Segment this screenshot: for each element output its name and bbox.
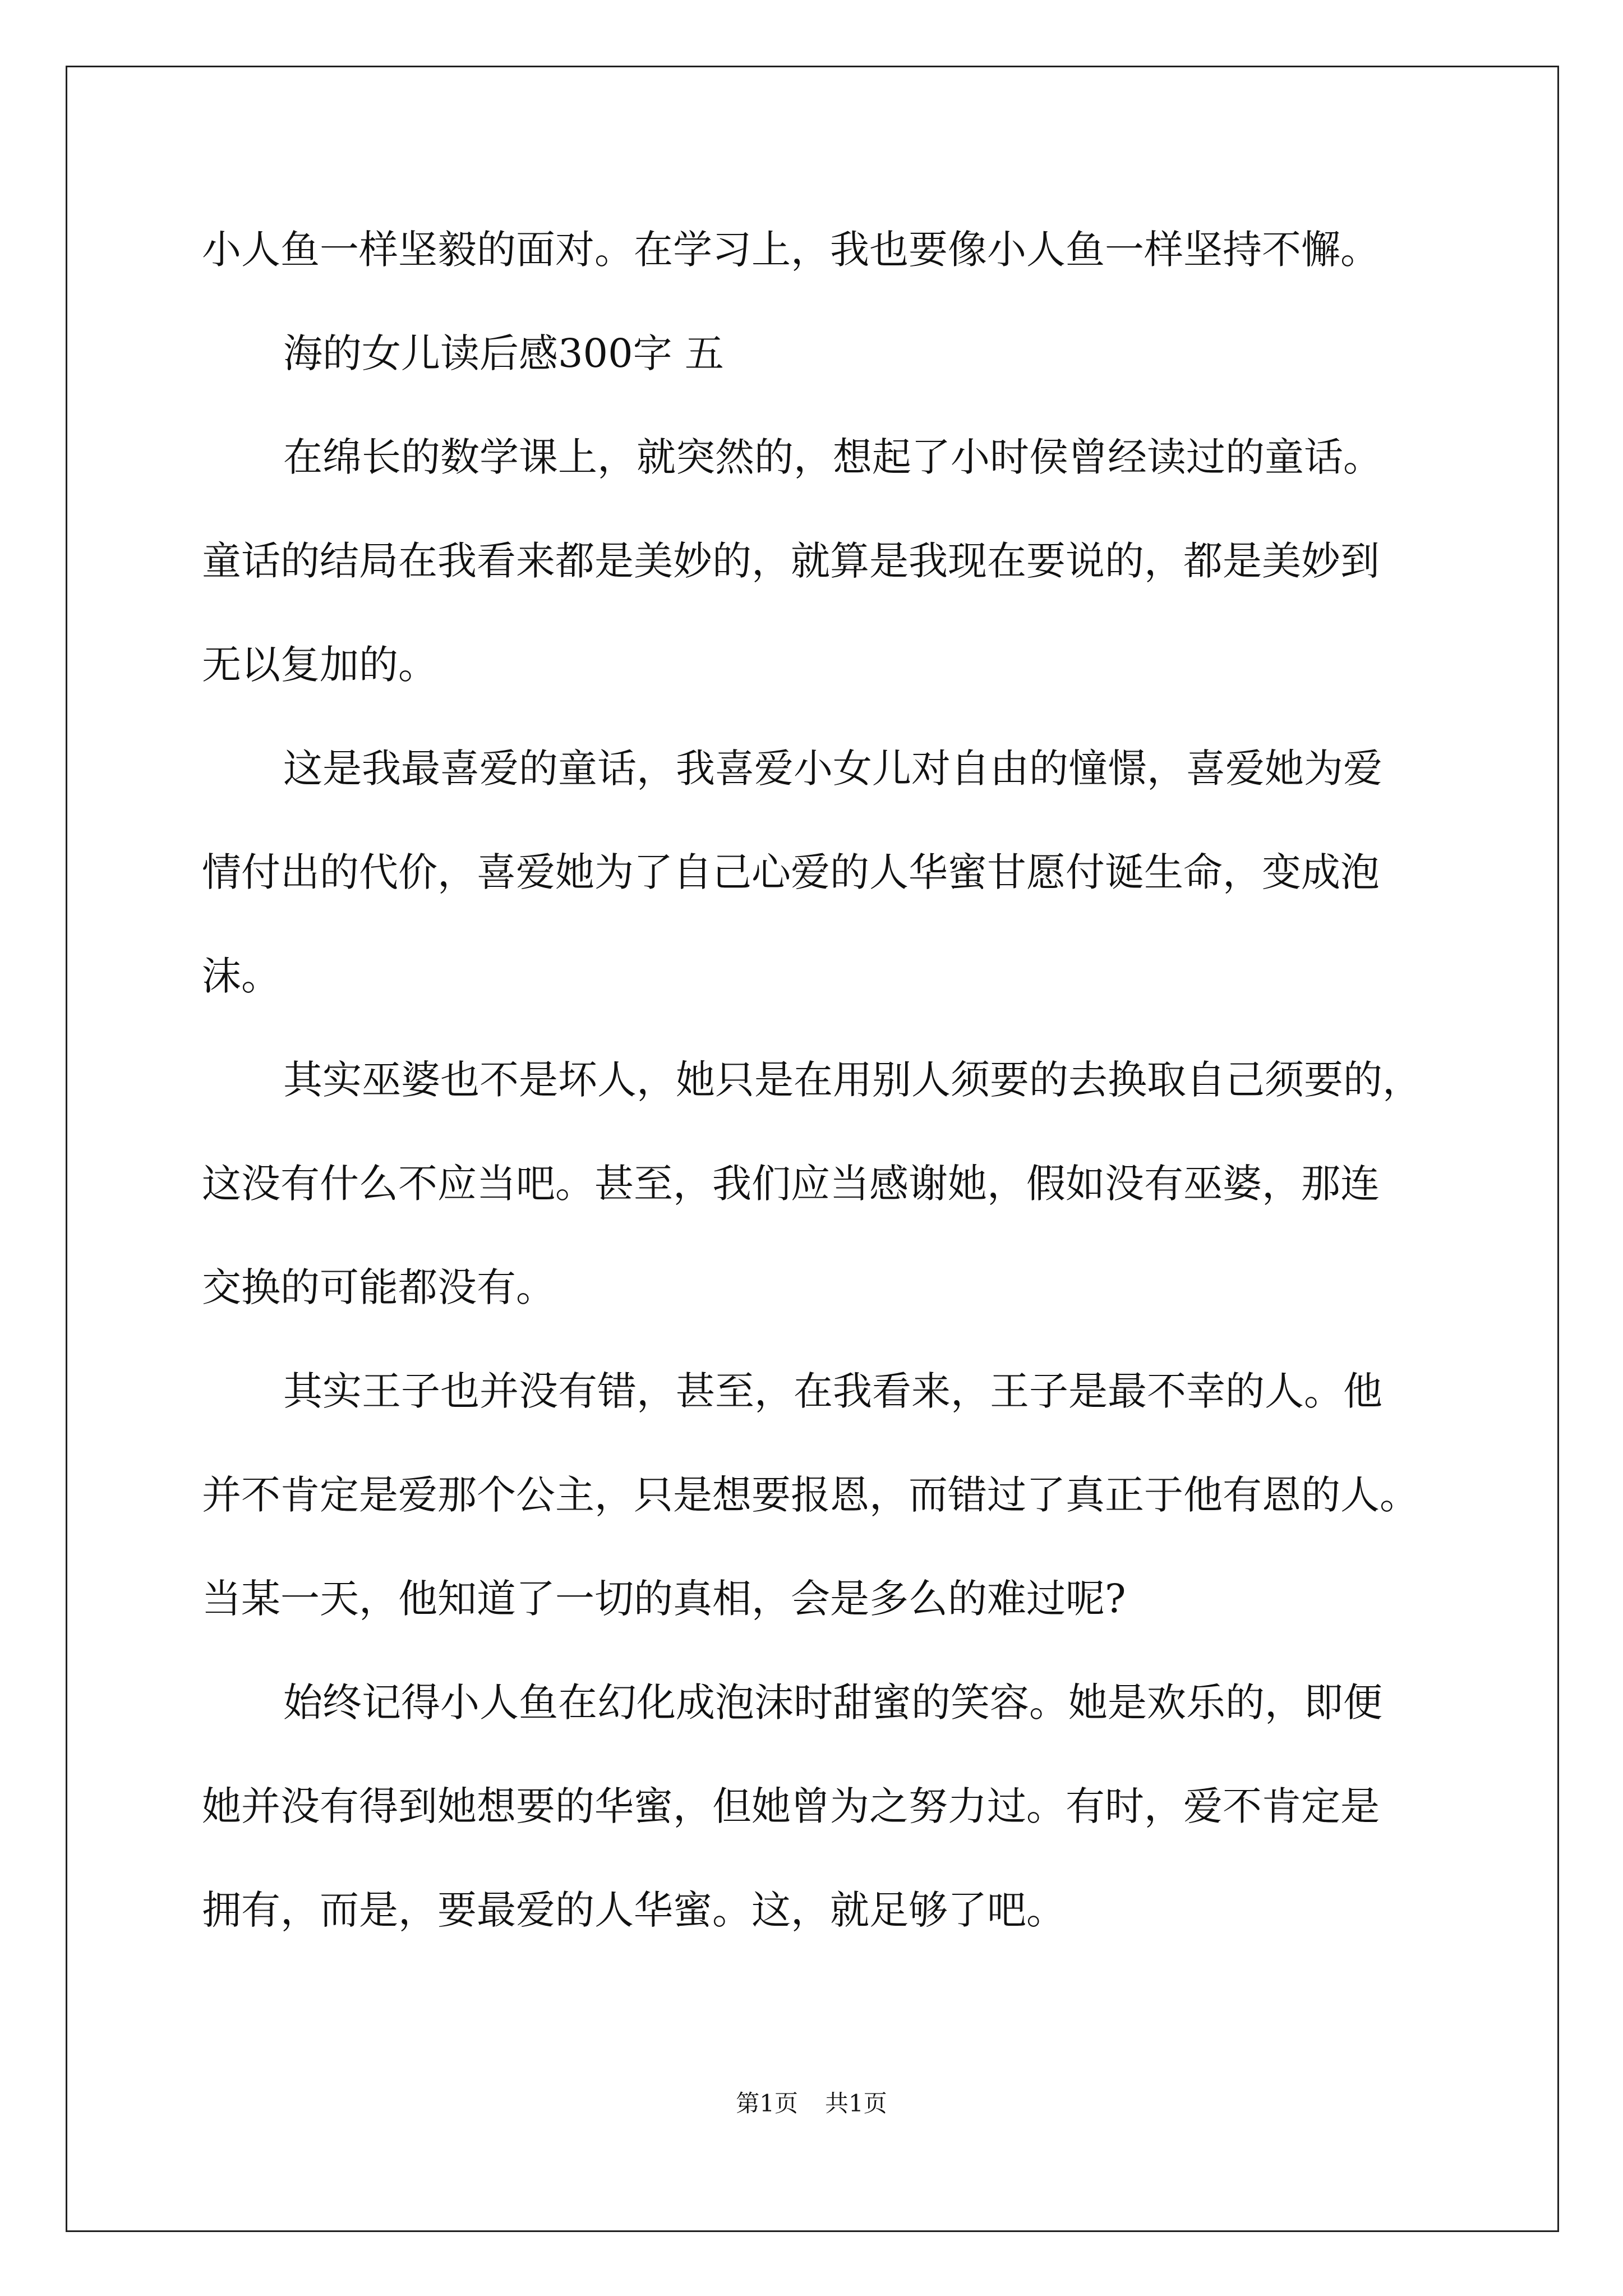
page-number-current: 第1页: [736, 2090, 798, 2117]
text-line-12: 其实王子也并没有错，甚至，在我看来，王子是最不幸的人。他: [283, 1368, 1382, 1414]
text-line-17: 拥有，而是，要最爱的人华蜜。这，就足够了吧。: [202, 1887, 1066, 1933]
text-line-14: 当某一天，他知道了一切的真相，会是多么的难过呢?: [202, 1576, 1126, 1622]
text-line-15: 始终记得小人鱼在幻化成泡沫时甜蜜的笑容。她是欢乐的，即便: [283, 1680, 1382, 1726]
text-line-11: 交换的可能都没有。: [202, 1264, 555, 1310]
text-line-4: 童话的结局在我看来都是美妙的，就算是我现在要说的，都是美妙到: [202, 538, 1380, 584]
text-line-13: 并不肯定是爱那个公主，只是想要报恩，而错过了真正于他有恩的人。: [202, 1472, 1419, 1518]
page-number-total: 共1页: [825, 2090, 887, 2117]
text-line-10: 这没有什么不应当吧。甚至，我们应当感谢她，假如没有巫婆，那连: [202, 1161, 1380, 1207]
page-footer: [0, 2088, 1623, 2119]
text-line-7: 情付出的代价，喜爱她为了自己心爱的人华蜜甘愿付诞生命，变成泡: [202, 849, 1380, 895]
text-line-1: 小人鱼一样坚毅的面对。在学习上，我也要像小人鱼一样坚持不懈。: [202, 227, 1380, 273]
text-line-8: 沫。: [202, 953, 280, 999]
text-line-3: 在绵长的数学课上，就突然的，想起了小时侯曾经读过的童话。: [283, 434, 1382, 480]
text-line-16: 她并没有得到她想要的华蜜，但她曾为之努力过。有时，爱不肯定是: [202, 1783, 1380, 1829]
text-line-5: 无以复加的。: [202, 642, 437, 688]
text-line-9: 其实巫婆也不是坏人，她只是在用别人须要的去换取自己须要的，: [283, 1057, 1422, 1103]
section-heading: 海的女儿读后感300字 五: [283, 330, 724, 376]
text-line-6: 这是我最喜爱的童话，我喜爱小女儿对自由的憧憬，喜爱她为爱: [283, 746, 1382, 792]
